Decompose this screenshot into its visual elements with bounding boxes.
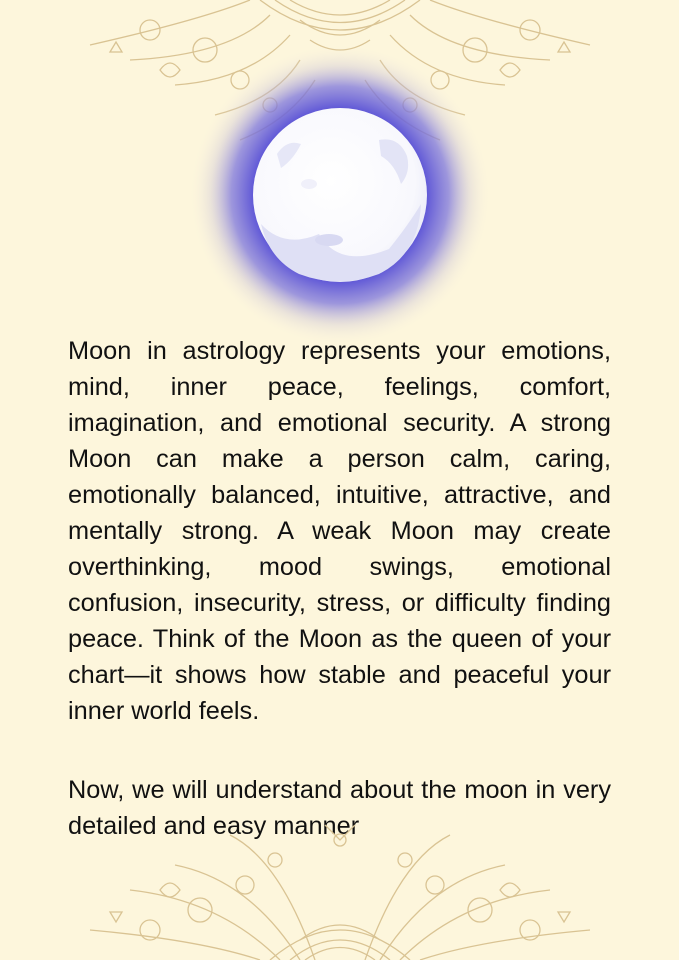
moon-description-paragraph: Moon in astrology represents your emotions, mind, inner peace, feelings, comfort, imagination, and emotional security. A strong Moon can make a person calm, caring, emotionally balanced, intuitive, attractive, and mentally strong. A weak Moon may create overthinking, mood swings, emotional confusion, insecurity, stress, or difficulty finding peace. Think of the Moon as the queen of your chart—it shows how stable and peaceful your inner world feels. [68, 337, 611, 725]
full-moon-icon [189, 44, 491, 346]
moon-intro-paragraph: Now, we will understand about the moon in very detailed and easy manner [68, 776, 611, 840]
